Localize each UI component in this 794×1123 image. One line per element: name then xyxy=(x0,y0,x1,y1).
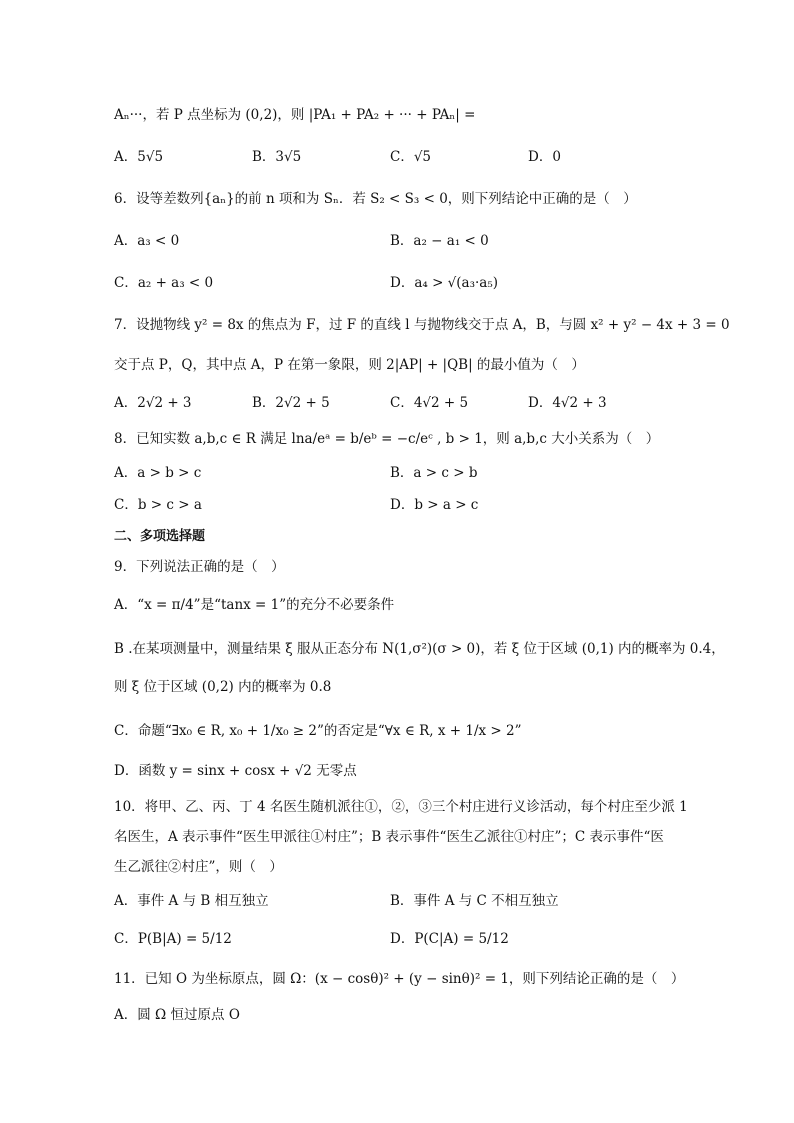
q9-option-a: A．“x = π/4”是“tanx = 1”的充分不必要条件 xyxy=(114,597,395,613)
q10-stem-line3: 生乙派往②村庄”，则（ ） xyxy=(114,859,283,875)
q6-option-b: B．a₂ − a₁ < 0 xyxy=(390,233,489,249)
q7-option-a: A．2√2 + 3 xyxy=(114,395,192,411)
q9-option-b-line2: 则 ξ 位于区域 (0,2) 内的概率为 0.8 xyxy=(114,679,332,695)
q11-stem: 11．已知 O 为坐标原点，圆 Ω：(x − cosθ)² + (y − sinθ)² = 1，则下列结论正确的是（ ） xyxy=(114,971,685,987)
q6-option-a: A．a₃ < 0 xyxy=(114,233,180,249)
q9-option-d: D．函数 y = sinx + cosx + √2 无零点 xyxy=(114,763,357,779)
q10-option-a: A．事件 A 与 B 相互独立 xyxy=(114,893,269,909)
section-heading-multiple-choice: 二、多项选择题 xyxy=(114,529,206,544)
q9-stem: 9．下列说法正确的是（ ） xyxy=(114,559,285,575)
q5-stem: Aₙ···，若 P 点坐标为 (0,2)，则 |PA₁ + PA₂ + ··· + PAₙ| = xyxy=(114,107,476,123)
q10-option-d: D．P(C|A) = 5/12 xyxy=(390,931,509,947)
q8-option-c: C．b > c > a xyxy=(114,497,202,513)
q6-stem: 6．设等差数列{aₙ}的前 n 项和为 Sₙ．若 S₂ < S₃ < 0，则下列结论中正确的是（ ） xyxy=(114,191,637,207)
q11-option-a: A．圆 Ω 恒过原点 O xyxy=(114,1007,240,1023)
q8-option-d: D．b > a > c xyxy=(390,497,479,513)
q7-stem-line1: 7．设抛物线 y² = 8x 的焦点为 F，过 F 的直线 l 与抛物线交于点 A，B，与圆 x² + y² − 4x + 3 = 0 xyxy=(114,317,730,333)
q8-option-a: A．a > b > c xyxy=(114,465,202,481)
q7-option-d: D．4√2 + 3 xyxy=(528,395,607,411)
q10-stem-line1: 10．将甲、乙、丙、丁 4 名医生随机派往①，②，③三个村庄进行义诊活动，每个村庄至少派 1 xyxy=(114,799,688,815)
q9-option-b-line1: B .在某项测量中，测量结果 ξ 服从正态分布 N(1,σ²)(σ > 0)，若 ξ 位于区域 (0,1) 内的概率为 0.4， xyxy=(114,641,725,657)
q6-option-c: C．a₂ + a₃ < 0 xyxy=(114,275,214,291)
q9-option-c: C．命题“∃x₀ ∈ R, x₀ + 1/x₀ ≥ 2”的否定是“∀x ∈ R, x + 1/x > 2” xyxy=(114,723,522,739)
q5-option-d: D．0 xyxy=(528,149,561,165)
q10-option-c: C．P(B|A) = 5/12 xyxy=(114,931,232,947)
q7-stem-line2: 交于点 P，Q，其中点 A，P 在第一象限，则 2|AP| + |QB| 的最小值为（ ） xyxy=(114,357,585,373)
q7-option-b: B．2√2 + 5 xyxy=(252,395,330,411)
q10-option-b: B．事件 A 与 C 不相互独立 xyxy=(390,893,559,909)
q8-stem: 8．已知实数 a,b,c ∈ R 满足 lna/eᵃ = b/eᵇ = −c/eᶜ , b > 1，则 a,b,c 大小关系为（ ） xyxy=(114,431,660,447)
q7-option-c: C．4√2 + 5 xyxy=(390,395,469,411)
q6-option-d: D．a₄ > √(a₃·a₅) xyxy=(390,275,499,291)
q5-option-a: A．5√5 xyxy=(114,149,164,165)
q10-stem-line2: 名医生，A 表示事件“医生甲派往①村庄”；B 表示事件“医生乙派往①村庄”；C 表示事件“医 xyxy=(114,829,664,845)
q5-option-b: B．3√5 xyxy=(252,149,302,165)
q8-option-b: B．a > c > b xyxy=(390,465,478,481)
q5-option-c: C．√5 xyxy=(390,149,432,165)
